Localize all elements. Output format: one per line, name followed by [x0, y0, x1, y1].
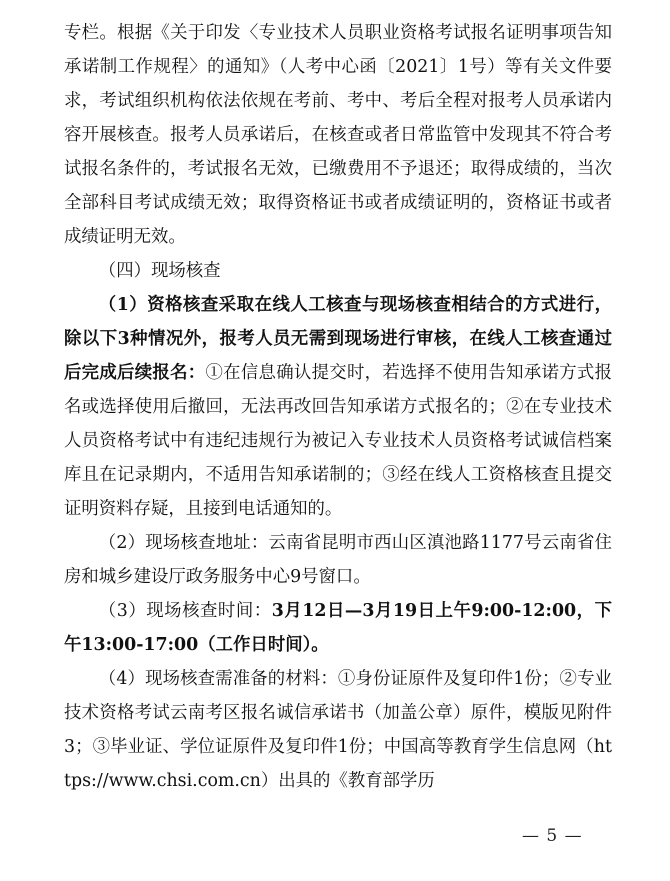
item-3-paragraph: [64, 594, 612, 662]
document-page: [64, 16, 612, 798]
item-3-bold-text: 3月12日—3月19日上午9:00-12:00，下午13:00-17:00（工作日时间）。: [64, 601, 612, 655]
item-3-label: （3）现场核查时间：: [98, 601, 272, 621]
item-1-bold-text: （1）资格核查采取在线人工核查与现场核查相结合的方式进行，除以下3种情况外，报考人员无需到现场进行审核，在线人工核查通过后完成后续报名：: [64, 295, 612, 383]
item-1-text: ①在信息确认提交时，若选择不使用告知承诺方式报名或选择使用后撤回，无法再改回告知承诺方式报名的；②在专业技术人员资格考试中有违纪违规行为被记入专业技术人员资格考试诚信档案库且在记录期内，不适用告知承诺制的；③经在线人工资格核查且提交证明资料存疑，且接到电话通知的。: [64, 363, 612, 519]
page-number: — 5 —: [522, 826, 583, 846]
paragraph-notice: 专栏。根据《关于印发〈专业技术人员职业资格考试报名证明事项告知承诺制工作规程〉的通知》（人考中心函〔2021〕1号）等有关文件要求，考试组织机构依法依规在考前、考中、考后全程对报考人员承诺内容开展核查。报考人员承诺后，在核查或者日常监管中发现其不符合考试报名条件的，考试报名无效，已缴费用不予退还；取得成绩的，当次全部科目考试成绩无效；取得资格证书或者成绩证明的，资格证书或者成绩证明无效。: [64, 23, 612, 247]
item-4-paragraph: （4）现场核查需准备的材料：①身份证原件及复印件1份；②专业技术资格考试云南考区报名诚信承诺书（加盖公章）原件，模版见附件3；③毕业证、学位证原件及复印件1份；中国高等教育学生信息网（https://www.chsi.com.cn）出具的《教育部学历: [64, 669, 612, 791]
item-2-paragraph: （2）现场核查地址：云南省昆明市西山区滇池路1177号云南省住房和城乡建设厅政务服务中心9号窗口。: [64, 533, 612, 587]
item-1-paragraph: [64, 288, 612, 526]
section-heading: （四）现场核查: [98, 261, 221, 281]
